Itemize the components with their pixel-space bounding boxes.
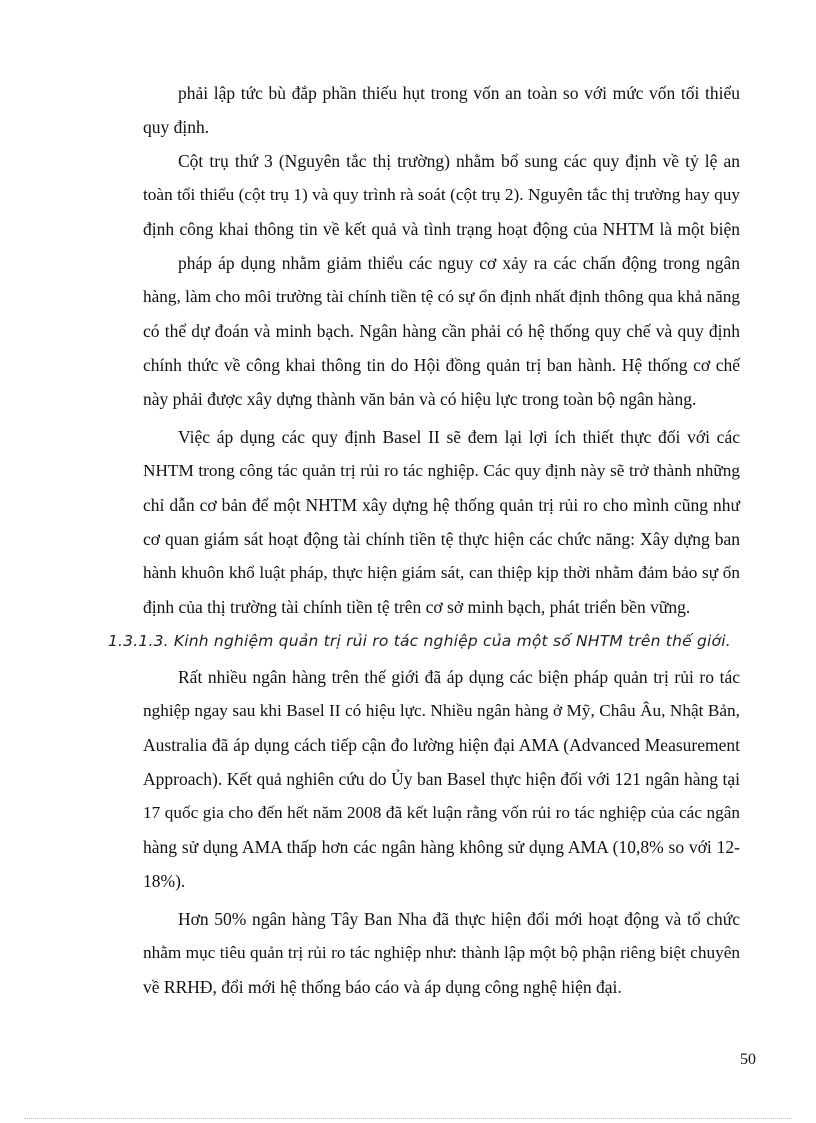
text-line: hàng sử dụng AMA thấp hơn các ngân hàng không sử dụng AMA (10,8% so với 12- — [143, 837, 740, 857]
text-line: có thể dự đoán và minh bạch. Ngân hàng cần phải có hệ thống quy chế và quy định — [143, 321, 740, 341]
text-line: Approach). Kết quả nghiên cứu do Ủy ban Basel thực hiện đối với 121 ngân hàng tại — [143, 769, 740, 789]
text-line: quy định. — [143, 117, 210, 137]
text-line: Rất nhiều ngân hàng trên thế giới đã áp dụng các biện pháp quản trị rủi ro tác — [178, 667, 740, 687]
text-line: toàn tối thiểu (cột trụ 1) và quy trình rà soát (cột trụ 2). Nguyên tắc thị trường hay quy — [143, 185, 740, 204]
text-line: chính thức về công khai thông tin do Hội đồng quản trị ban hành. Hệ thống cơ chế — [143, 355, 740, 375]
text-line: pháp áp dụng nhằm giảm thiểu các nguy cơ xảy ra các chấn động trong ngân — [178, 253, 740, 273]
text-line: nhằm mục tiêu quản trị rủi ro tác nghiệp như: thành lập một bộ phận riêng biệt chuyên — [143, 943, 740, 962]
text-line: Việc áp dụng các quy định Basel II sẽ đem lại lợi ích thiết thực đối với các — [178, 427, 740, 447]
text-line: cơ quan giám sát hoạt động tài chính tiền tệ thực hiện các chức năng: Xây dựng ban — [143, 529, 740, 549]
footer-divider — [24, 1118, 792, 1119]
page-number: 50 — [740, 1051, 756, 1068]
text-line: hàng, làm cho môi trường tài chính tiền tệ có sự ổn định nhất định thông qua khả năng — [143, 287, 740, 306]
text-line: nghiệp ngay sau khi Basel II có hiệu lực. Nhiều ngân hàng ở Mỹ, Châu Âu, Nhật Bản, — [143, 701, 740, 720]
text-line: hành khuôn khổ luật pháp, thực hiện giám sát, can thiệp kịp thời nhằm đảm bảo sự ổn — [143, 563, 740, 582]
text-line: này phải được xây dựng thành văn bản và có hiệu lực trong toàn bộ ngân hàng. — [143, 389, 697, 409]
text-line: NHTM trong công tác quản trị rủi ro tác nghiệp. Các quy định này sẽ trở thành những — [143, 461, 740, 480]
text-line: định của thị trường tài chính tiền tệ trên cơ sở minh bạch, phát triển bền vững. — [143, 597, 691, 617]
text-line: chỉ dẫn cơ bản để một NHTM xây dựng hệ thống quản trị rủi ro cho mình cũng như — [143, 495, 740, 515]
text-line: 17 quốc gia cho đến hết năm 2008 đã kết luận rằng vốn rủi ro tác nghiệp của các ngân — [143, 803, 740, 822]
text-line: phải lập tức bù đắp phần thiếu hụt trong vốn an toàn so với mức vốn tối thiểu — [178, 83, 740, 103]
text-line: về RRHĐ, đổi mới hệ thống báo cáo và áp dụng công nghệ hiện đại. — [143, 977, 622, 997]
text-line: 18%). — [143, 871, 186, 891]
section-heading: 1.3.1.3. Kinh nghiệm quản trị rủi ro tác nghiệp của một số NHTM trên thế giới. — [108, 632, 731, 650]
text-line: Australia đã áp dụng cách tiếp cận đo lường hiện đại AMA (Advanced Measurement — [143, 735, 740, 755]
text-line: định công khai thông tin về kết quả và tình trạng hoạt động của NHTM là một biện — [143, 219, 740, 239]
text-line: Hơn 50% ngân hàng Tây Ban Nha đã thực hiện đổi mới hoạt động và tổ chức — [178, 909, 740, 929]
text-line: Cột trụ thứ 3 (Nguyên tắc thị trường) nhằm bổ sung các quy định về tỷ lệ an — [178, 151, 740, 171]
